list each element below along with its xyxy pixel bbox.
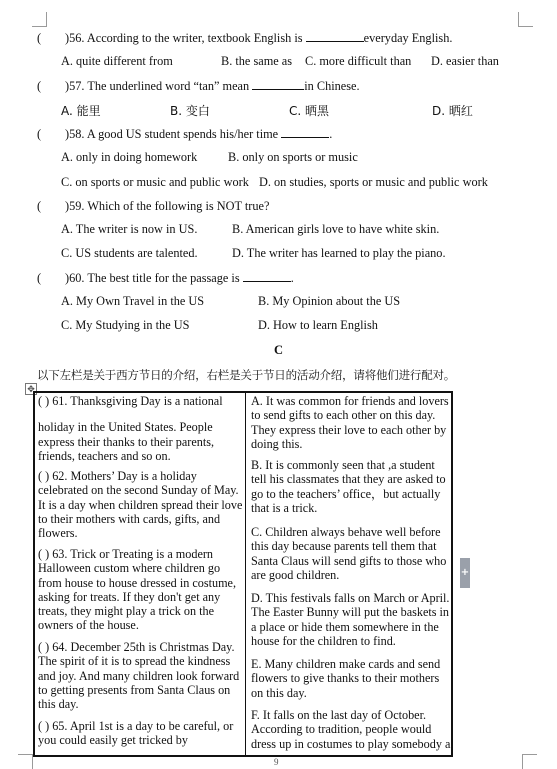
crop-mark-bottom-right — [522, 754, 537, 769]
right-item-d: D. This festivals falls on March or April. The Easter Bunny will put the baskets in a place or hide them somewhere in the house for the children to find. — [251, 591, 450, 648]
option-a: A. quite different from — [61, 54, 173, 68]
question-57 — [37, 78, 360, 94]
option-a: A. The writer is now in US. — [61, 222, 198, 236]
option-b: B. the same as — [221, 54, 293, 68]
option-d: D. easier than — [431, 54, 499, 68]
left-item-64: ( ) 64. December 25th is Christmas Day. The spirit of it is to spread the kindness and joy. And many children look forward to getting presents from Santa Claus on this day. — [38, 640, 240, 712]
option-b: B. American girls love to have white skin. — [232, 222, 440, 236]
option-d: D. The writer has learned to play the piano. — [232, 246, 446, 260]
option-d: D. How to learn English — [258, 318, 378, 332]
option-b: B. 变白 — [170, 104, 210, 118]
left-item-63: ( ) 63. Trick or Treating is a modern Halloween custom where children go from house to house dressed in costume, asking for treats. If they don't get any treats, they might play a trick on the owners of the house. — [38, 547, 237, 633]
option-b: B. My Opinion about the US — [258, 294, 401, 308]
question-stem: )57. The underlined word “tan” mean — [65, 79, 250, 93]
right-item-b: B. It is commonly seen that ,a student tell his classmates that they are asked to go to the teachers’ office，but actually that is a trick. — [251, 458, 446, 515]
right-item-a: A. It was common for friends and lovers to send gifts to each other on this day. They express their love to each other by doing this. — [251, 394, 449, 451]
option-b: B. only on sports or music — [228, 150, 358, 164]
option-c: C. 晒黑 — [289, 104, 330, 118]
answer-blank[interactable] — [252, 78, 304, 90]
page-number: 9 — [274, 757, 279, 767]
question-stem: )58. A good US student spends his/her time — [65, 127, 279, 141]
question-stem: )56. According to the writer, textbook English is — [65, 31, 303, 45]
question-stem: )60. The best title for the passage is — [65, 271, 240, 285]
section-heading: C — [274, 343, 284, 357]
option-c: C. US students are talented. — [61, 246, 198, 260]
matching-instructions: 以下左栏是关于西方节日的介绍，右栏是关于节日的活动介绍，请将他们进行配对。 — [37, 368, 456, 382]
option-d: D. 晒红 — [432, 104, 473, 118]
option-d: D. on studies, sports or music and public work — [259, 175, 488, 189]
option-a: A. My Own Travel in the US — [61, 294, 205, 308]
question-stem: )59. Which of the following is NOT true? — [65, 199, 270, 213]
answer-paren: ( — [37, 199, 42, 213]
option-c: C. on sports or music and public work — [61, 175, 249, 189]
crop-mark-top-left — [32, 12, 47, 27]
crop-mark-top-right — [518, 12, 533, 27]
option-c: C. more difficult than — [305, 54, 412, 68]
crop-mark-bottom-left — [18, 754, 33, 769]
left-item-61 — [38, 394, 243, 463]
left-item-65: ( ) 65. April 1st is a day to be careful, or you could easily get tricked by — [38, 719, 234, 748]
question-tail: in Chinese. — [304, 79, 360, 93]
right-item-f: F. It falls on the last day of October. According to tradition, people would dress up in costumes to play somebody a — [251, 708, 451, 751]
question-56 — [37, 30, 452, 46]
answer-blank[interactable] — [306, 30, 364, 42]
question-tail: . — [329, 127, 333, 141]
column-divider — [245, 393, 246, 755]
question-59 — [37, 199, 269, 214]
left-item-first-line: ( ) 61. Thanksgiving Day is a national — [38, 394, 223, 408]
question-60 — [37, 270, 294, 286]
question-tail: everyday English. — [363, 31, 453, 45]
right-item-c: C. Children always behave well before this day because parents tell them that Santa Claus will send gifts to those who are good children. — [251, 525, 447, 582]
matching-table — [33, 391, 453, 757]
table-move-handle-icon[interactable]: ✥ — [25, 383, 37, 395]
answer-blank[interactable] — [243, 270, 291, 282]
side-expand-tab[interactable]: + — [460, 558, 470, 588]
answer-paren: ( — [37, 79, 42, 93]
answer-paren: ( — [37, 31, 42, 45]
left-item-body: holiday in the United States. People express their thanks to their parents, friends, teachers and so on. — [38, 420, 214, 463]
left-item-62: ( ) 62. Mothers’ Day is a holiday celebrated on the second Sunday of May. It is a day when children spread their love to their mothers with cards, gifts, and flowers. — [38, 469, 243, 541]
answer-blank[interactable] — [281, 126, 329, 138]
question-tail: . — [290, 271, 294, 285]
answer-paren: ( — [37, 127, 42, 141]
option-c: C. My Studying in the US — [61, 318, 190, 332]
answer-paren: ( — [37, 271, 42, 285]
option-a: A. only in doing homework — [61, 150, 198, 164]
option-a: A. 能里 — [61, 104, 101, 118]
question-58 — [37, 126, 332, 142]
right-item-e: E. Many children make cards and send flowers to give thanks to their mothers on this day. — [251, 657, 441, 700]
